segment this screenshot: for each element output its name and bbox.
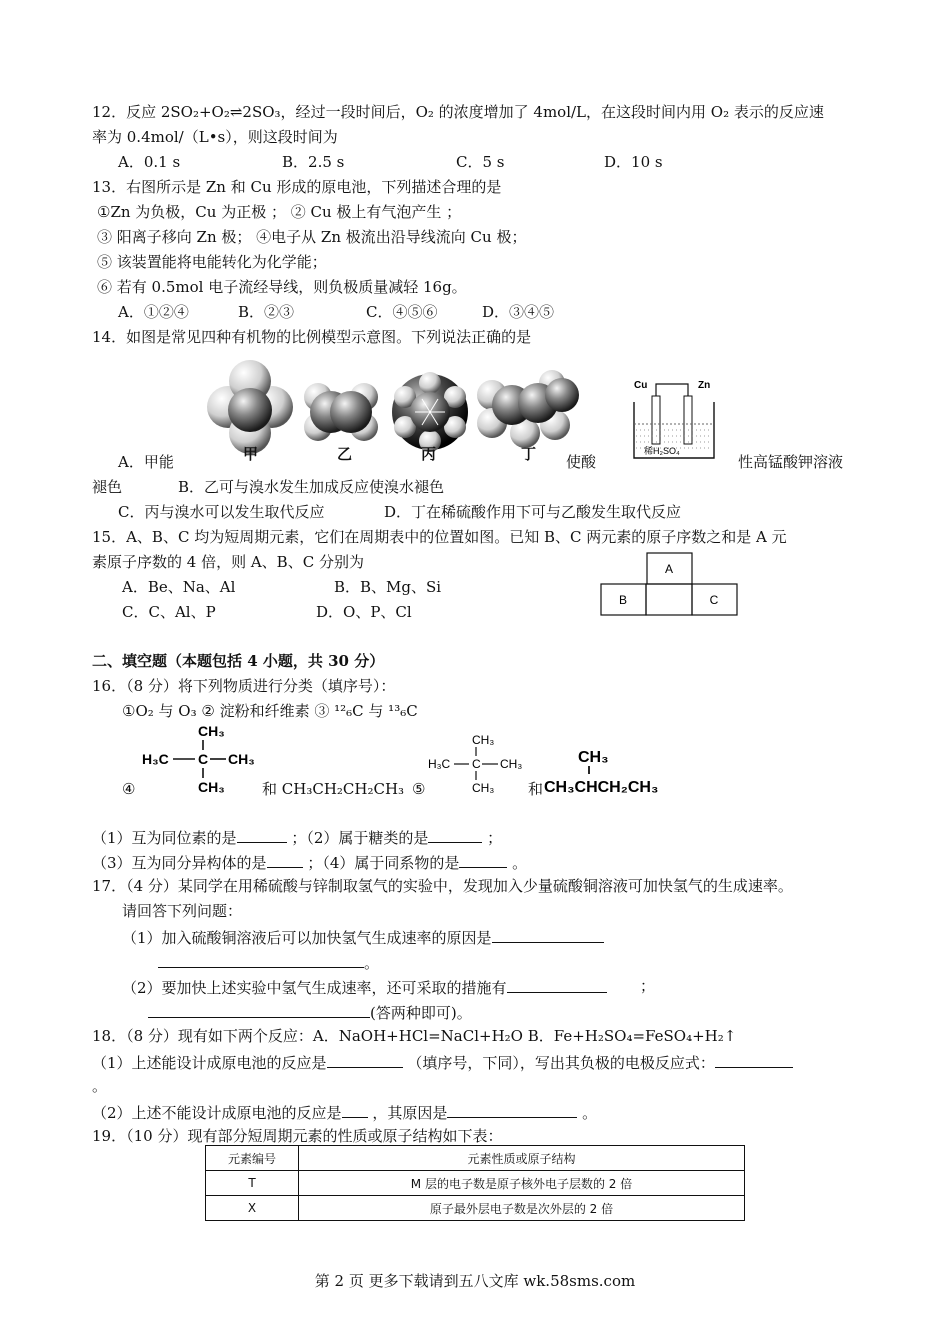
q13-option-c: C．④⑤⑥ <box>366 303 438 321</box>
q18-s2: （2）上述不能设计成原电池的反应是 ，其原因是 。 <box>92 1101 597 1123</box>
structure-4 <box>140 720 270 798</box>
s5-ch3-top: CH₃ <box>472 733 495 747</box>
molecule-models <box>200 355 600 465</box>
benzene-model <box>392 372 468 452</box>
q13-stem: 13．右图所示是 Zn 和 Cu 形成的原电池，下列描述合理的是 <box>92 178 502 196</box>
q16-item5: ⑤ <box>412 780 426 798</box>
answer-blank-isomer[interactable] <box>267 851 303 868</box>
s4-h3c: H₃C <box>142 751 169 767</box>
q16-and2: 和 <box>528 780 544 798</box>
element-table <box>205 1145 745 1221</box>
answer-blank-homolog[interactable] <box>459 851 507 868</box>
q15-option-d: D．O、P、Cl <box>316 603 412 621</box>
s4-ch3-top: CH₃ <box>198 723 225 739</box>
q15-option-a: A．Be、Na、Al <box>122 578 236 596</box>
q12-option-a: A．0.1 s <box>118 153 181 171</box>
q17-s1-cont: 。 <box>158 951 379 973</box>
q12-line2: 率为 0.4mol/（L•s），则这段时间为 <box>92 128 338 146</box>
ethylene-model <box>304 383 378 441</box>
periodic-table-fragment <box>600 552 740 618</box>
cell-label-cu: Cu <box>634 380 648 391</box>
answer-blank-q17-1b[interactable] <box>158 951 364 968</box>
s4-c: C <box>198 751 209 767</box>
q17-s1: （1）加入硫酸铜溶液后可以加快氢气生成速率的原因是 <box>122 926 604 948</box>
q13-statement-2: ③ 阳离子移向 Zn 极； ④电子从 Zn 极流出沿导线流向 Cu 极； <box>97 228 527 246</box>
answer-blank-q17-2a[interactable] <box>507 976 607 993</box>
q12-option-b: B．2.5 s <box>282 153 345 171</box>
cell-c: C <box>709 593 719 607</box>
cell-id: X <box>206 1196 299 1221</box>
structure-5b <box>542 742 677 800</box>
s4-ch3-right: CH₃ <box>228 751 255 767</box>
header-cell-desc: 元素性质或原子结构 <box>299 1146 745 1171</box>
section-title: 二、填空题（本题包括 4 小题，共 30 分） <box>92 652 385 670</box>
q16-sub1: （1）互为同位素的是 ；（2）属于糖类的是 ； <box>92 826 502 848</box>
q17-line2: 请回答下列问题： <box>122 902 243 920</box>
q14-stem: 14．如图是常见四种有机物的比例模型示意图。下列说法正确的是 <box>92 328 532 346</box>
q14-label-bing: 丙 <box>421 445 437 463</box>
q15-option-c: C．C、Al、P <box>122 603 216 621</box>
answer-blank-isotope[interactable] <box>237 826 287 843</box>
q16-item4: ④ <box>122 780 136 798</box>
q16-and1: 和 CH₃CH₂CH₂CH₃ <box>262 780 405 798</box>
methane-model <box>207 360 293 454</box>
q17-line1: 17．（4 分）某同学在用稀硫酸与锌制取氢气的实验中，发现加入少量硫酸铜溶液可加快氢气的生成速率。 <box>92 877 793 895</box>
cell-b: B <box>618 593 628 607</box>
q14-option-c: C．丙与溴水可以发生取代反应 <box>118 503 325 521</box>
q14-option-a-right: 性高锰酸钾溶液 <box>738 453 844 471</box>
q17-s2: （2）要加快上述实验中氢气生成速率，还可采取的措施有 <box>122 976 607 998</box>
cell-desc: M 层的电子数是原子核外电子层数的 2 倍 <box>299 1171 745 1196</box>
q14-option-b: B．乙可与溴水发生加成反应使溴水褪色 <box>178 478 445 496</box>
cell-desc: 原子最外层电子数是次外层的 2 倍 <box>299 1196 745 1221</box>
q14-option-a-mid: 使酸 <box>566 453 597 471</box>
q14-label-ding: 丁 <box>521 445 537 463</box>
q12-option-d: D．10 s <box>604 153 663 171</box>
page-footer: 第 2 页 更多下载请到五八文库 wk.58sms.com <box>314 1272 636 1290</box>
q15-line1: 15．A、B、C 均为短周期元素，它们在周期表中的位置如图。已知 B、C 两元素的原子序数之和是 A 元 <box>92 528 787 546</box>
q16-items: ①O₂ 与 O₃ ② 淀粉和纤维素 ③ ¹²₆C 与 ¹³₆C <box>122 702 418 720</box>
galvanic-cell-figure <box>626 372 726 467</box>
q13-option-a: A．①②④ <box>118 303 189 321</box>
q15-option-b: B．B、Mg、Si <box>334 578 442 596</box>
q19-stem: 19．（10 分）现有部分短周期元素的性质或原子结构如下表： <box>92 1127 503 1145</box>
cell-id: T <box>206 1171 299 1196</box>
q18-s1-end: 。 <box>92 1077 108 1095</box>
q13-option-b: B．②③ <box>238 303 295 321</box>
answer-blank-sugar[interactable] <box>428 826 482 843</box>
q14-option-d: D．丁在稀硫酸作用下可与乙酸发生取代反应 <box>384 503 682 521</box>
s5-h3c: H₃C <box>428 757 451 771</box>
s5b-chain: CH₃CHCH₂CH₃ <box>544 779 659 796</box>
s5-ch3-bottom: CH₃ <box>472 781 495 795</box>
q18-s1: （1）上述能设计成原电池的反应是 （填序号，下同），写出其负极的电极反应式： <box>92 1051 793 1073</box>
q18-line1: 18．（8 分）现有如下两个反应：A．NaOH+HCl=NaCl+H₂O B．Fe+H₂SO₄=FeSO₄+H₂↑ <box>92 1027 737 1045</box>
q14-option-a-cont: 褪色 <box>92 478 123 496</box>
q16-stem: 16．（8 分）将下列物质进行分类（填序号）： <box>92 677 396 695</box>
q17-s2-semicolon: ； <box>640 977 656 995</box>
q16-sub2: （3）互为同分异构体的是 ；（4）属于同系物的是 。 <box>92 851 527 873</box>
table-row <box>206 1196 745 1221</box>
header-cell-id: 元素编号 <box>206 1146 299 1171</box>
answer-blank-q18-1a[interactable] <box>327 1051 403 1068</box>
q14-label-yi: 乙 <box>337 445 353 463</box>
q17-s2-cont: (答两种即可)。 <box>148 1001 472 1023</box>
q13-statement-4: ⑥ 若有 0.5mol 电子流经导线，则负极质量减轻 16g。 <box>97 278 467 296</box>
q14-label-jia: 甲 <box>243 445 259 463</box>
q13-option-d: D．③④⑤ <box>482 303 555 321</box>
ethanol-model <box>477 370 579 448</box>
s5-c: C <box>472 757 481 771</box>
answer-blank-q18-2b[interactable] <box>447 1101 577 1118</box>
q14-option-a-left: A．甲能 <box>118 453 174 471</box>
q13-statement-1: ①Zn 为负极，Cu 为正极 ； ② Cu 极上有气泡产生 ； <box>97 203 462 221</box>
structure-5 <box>426 730 531 796</box>
s4-ch3-bottom: CH₃ <box>198 779 225 795</box>
q12-option-c: C．5 s <box>456 153 505 171</box>
answer-blank-q18-2a[interactable] <box>342 1101 368 1118</box>
cell-label-acid: 稀H₂SO₄ <box>644 446 680 456</box>
cell-label-zn: Zn <box>698 380 711 391</box>
table-row <box>206 1171 745 1196</box>
q15-line2: 素原子序数的 4 倍，则 A、B、C 分别为 <box>92 553 364 571</box>
answer-blank-q17-2b[interactable] <box>148 1001 370 1018</box>
s5-ch3-right: CH₃ <box>500 757 523 771</box>
cell-a: A <box>664 562 674 576</box>
q12-line1: 12．反应 2SO₂+O₂⇌2SO₃，经过一段时间后，O₂ 的浓度增加了 4mol/L，在这段时间内用 O₂ 表示的反应速 <box>92 103 824 121</box>
answer-blank-q17-1a[interactable] <box>492 926 604 943</box>
table-header <box>206 1146 745 1171</box>
answer-blank-q18-1b[interactable] <box>715 1051 793 1068</box>
s5b-ch3: CH₃ <box>578 749 609 766</box>
q13-statement-3: ⑤ 该装置能将电能转化为化学能； <box>97 253 327 271</box>
